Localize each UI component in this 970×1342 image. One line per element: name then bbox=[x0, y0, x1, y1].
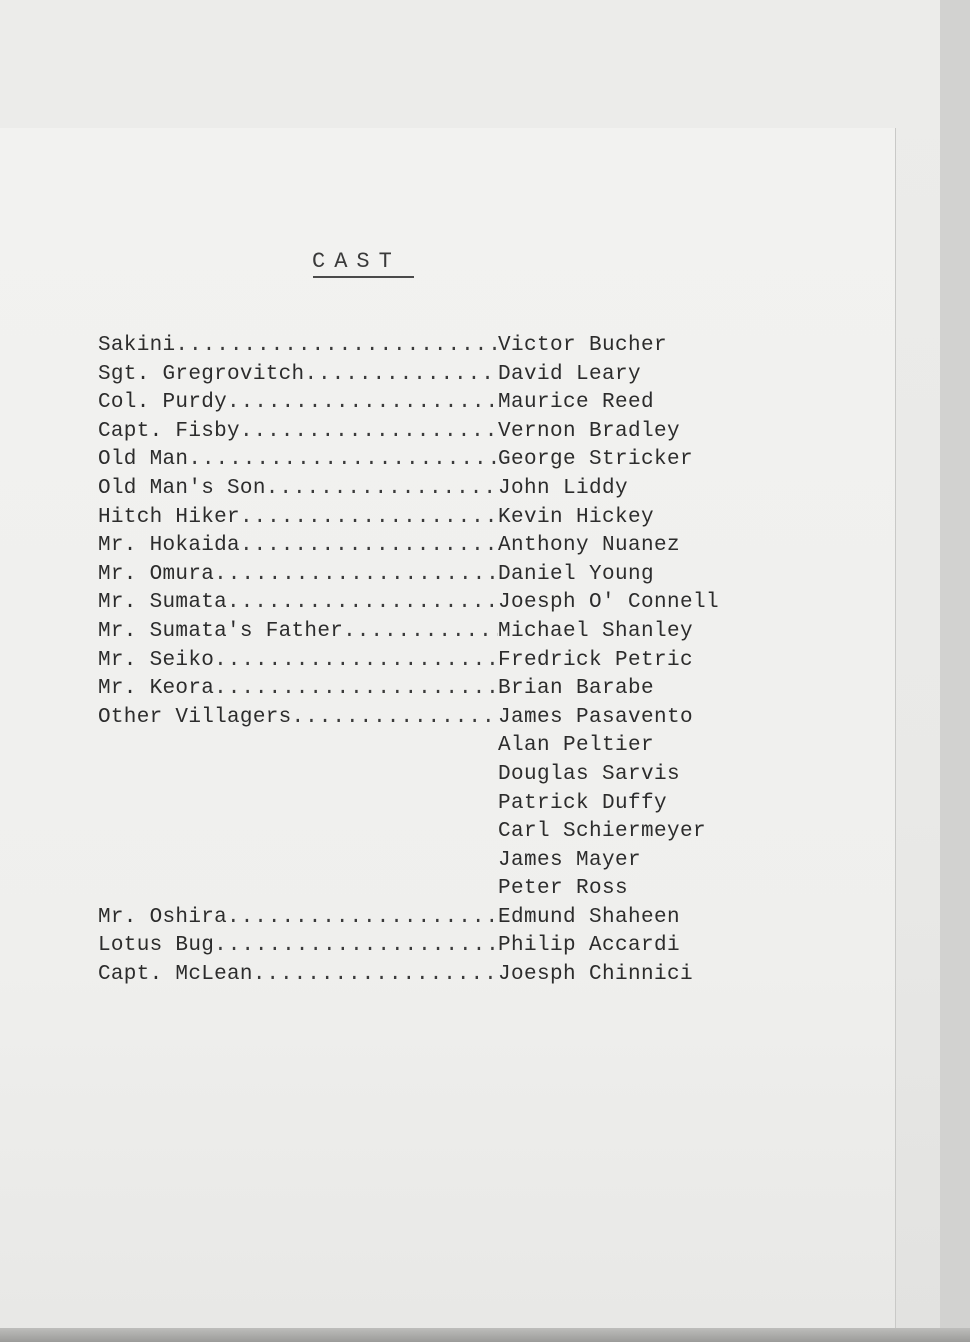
role-cell bbox=[98, 591, 498, 614]
role-name: Mr. Sumata's Father bbox=[98, 619, 344, 643]
cast-row bbox=[98, 477, 758, 506]
role-name: Sakini bbox=[98, 334, 176, 357]
role-cell bbox=[98, 563, 498, 586]
cast-row bbox=[98, 420, 758, 449]
role-cell bbox=[98, 934, 498, 957]
role-name: Sgt. Gregrovitch bbox=[98, 362, 305, 386]
dot-leader bbox=[304, 363, 498, 386]
actor-name: Anthony Nuanez bbox=[498, 534, 681, 558]
dot-leader bbox=[214, 649, 498, 672]
dot-leader bbox=[214, 677, 498, 700]
page-bottom-edge bbox=[0, 1328, 970, 1342]
cast-row bbox=[98, 849, 758, 878]
role-name: Mr. Keora bbox=[98, 677, 215, 701]
role-cell bbox=[98, 906, 498, 929]
cast-row bbox=[98, 506, 758, 535]
cast-row bbox=[98, 763, 758, 792]
role-name: Mr. Sumata bbox=[98, 591, 228, 615]
cast-row bbox=[98, 877, 758, 906]
dot-leader bbox=[240, 534, 498, 557]
role-name: Mr. Hokaida bbox=[98, 534, 240, 558]
actor-name: Edmund Shaheen bbox=[498, 905, 681, 929]
role-cell bbox=[98, 448, 498, 471]
actor-name: George Stricker bbox=[498, 448, 694, 472]
role-cell bbox=[98, 534, 498, 557]
role-cell bbox=[98, 420, 498, 443]
dot-leader bbox=[240, 420, 498, 443]
actor-name: Michael Shanley bbox=[498, 619, 694, 643]
role-cell bbox=[98, 706, 498, 729]
role-cell bbox=[98, 620, 498, 643]
cast-row bbox=[98, 620, 758, 649]
actor-name: Joesph O' Connell bbox=[498, 591, 720, 615]
role-cell bbox=[98, 506, 498, 529]
actor-name: Victor Bucher bbox=[498, 334, 668, 357]
actor-name: Maurice Reed bbox=[498, 391, 655, 415]
dot-leader bbox=[266, 477, 498, 500]
role-name: Mr. Seiko bbox=[98, 648, 215, 672]
actor-name: Daniel Young bbox=[498, 562, 655, 586]
role-cell bbox=[98, 477, 498, 500]
cast-list bbox=[98, 334, 758, 992]
actor-name: James Pasavento bbox=[498, 705, 694, 729]
dot-leader bbox=[253, 963, 498, 986]
title-underline bbox=[313, 276, 414, 278]
role-cell bbox=[98, 334, 498, 357]
role-name: Capt. Fisby bbox=[98, 419, 240, 443]
dot-leader bbox=[343, 620, 498, 643]
actor-name: James Mayer bbox=[498, 848, 642, 872]
role-cell bbox=[98, 963, 498, 986]
dot-leader bbox=[227, 391, 498, 414]
role-name: Hitch Hiker bbox=[98, 505, 240, 529]
role-name: Col. Purdy bbox=[98, 391, 228, 415]
cast-row bbox=[98, 534, 758, 563]
cast-row bbox=[98, 677, 758, 706]
role-name: Mr. Omura bbox=[98, 562, 215, 586]
actor-name: Alan Peltier bbox=[498, 734, 655, 758]
dot-leader bbox=[214, 934, 498, 957]
role-cell bbox=[98, 391, 498, 414]
dot-leader bbox=[175, 334, 498, 357]
actor-name: Fredrick Petric bbox=[498, 648, 694, 672]
actor-name: Peter Ross bbox=[498, 877, 629, 901]
actor-name: Patrick Duffy bbox=[498, 791, 668, 815]
cast-row bbox=[98, 820, 758, 849]
cast-row bbox=[98, 906, 758, 935]
actor-name: Philip Accardi bbox=[498, 934, 681, 958]
cast-row bbox=[98, 591, 758, 620]
dot-leader bbox=[292, 706, 498, 729]
cast-row bbox=[98, 334, 758, 363]
cast-row bbox=[98, 963, 758, 992]
cast-row bbox=[98, 734, 758, 763]
role-cell bbox=[98, 677, 498, 700]
role-name: Lotus Bug bbox=[98, 934, 215, 958]
role-name: Mr. Oshira bbox=[98, 905, 228, 929]
cast-row bbox=[98, 391, 758, 420]
cast-row bbox=[98, 706, 758, 735]
actor-name: Joesph Chinnici bbox=[498, 963, 694, 987]
actor-name: Douglas Sarvis bbox=[498, 762, 681, 786]
cast-row bbox=[98, 363, 758, 392]
actor-name: Vernon Bradley bbox=[498, 419, 681, 443]
role-name: Old Man's Son bbox=[98, 476, 266, 500]
cast-row bbox=[98, 649, 758, 678]
cast-row bbox=[98, 563, 758, 592]
dot-leader bbox=[227, 906, 498, 929]
page-title: CAST bbox=[312, 249, 401, 274]
actor-name: John Liddy bbox=[498, 476, 629, 500]
role-cell bbox=[98, 363, 498, 386]
dot-leader bbox=[214, 563, 498, 586]
cast-row bbox=[98, 792, 758, 821]
cast-row bbox=[98, 448, 758, 477]
role-name: Other Villagers bbox=[98, 705, 292, 729]
dot-leader bbox=[227, 591, 498, 614]
actor-name: Kevin Hickey bbox=[498, 505, 655, 529]
dot-leader bbox=[240, 506, 498, 529]
actor-name: David Leary bbox=[498, 362, 642, 386]
actor-name: Carl Schiermeyer bbox=[498, 820, 707, 844]
role-name: Capt. McLean bbox=[98, 963, 253, 987]
cast-row bbox=[98, 934, 758, 963]
role-cell bbox=[98, 649, 498, 672]
actor-name: Brian Barabe bbox=[498, 677, 655, 701]
role-name: Old Man bbox=[98, 448, 189, 472]
dot-leader bbox=[188, 448, 498, 471]
